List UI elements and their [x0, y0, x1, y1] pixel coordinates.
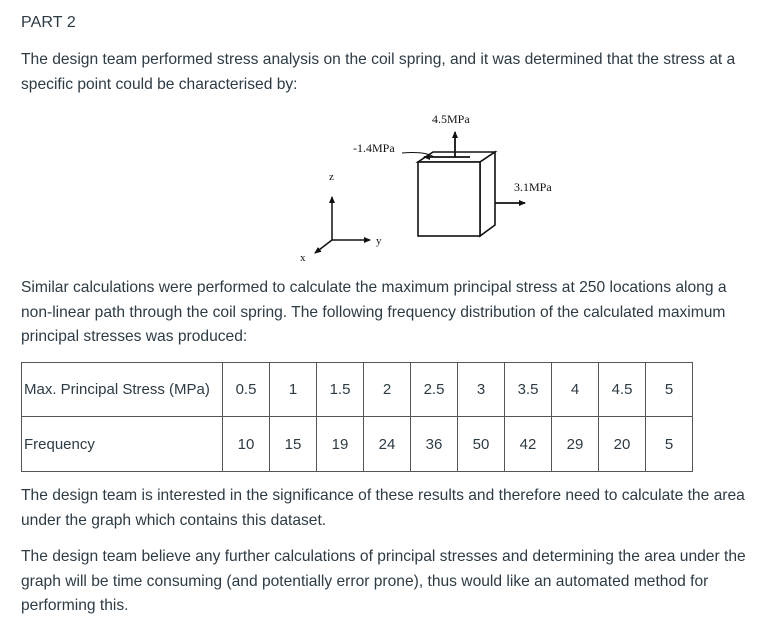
automation-paragraph: The design team believe any further calculations of principal stresses and determining the area under the graph will be time consuming (and potentially error prone), thus would like an automated method for performing this. [21, 548, 746, 614]
y-axis-label: y [376, 235, 382, 247]
table-cell: 1.5 [317, 363, 364, 417]
side-stress-label: 3.1MPa [514, 180, 552, 194]
stress-row-label: Max. Principal Stress (MPa) [22, 363, 223, 417]
table-cell: 50 [458, 417, 505, 472]
part-heading: PART 2 [21, 14, 76, 31]
table-cell: 1 [270, 363, 317, 417]
shear-stress-label: -1.4MPa [353, 141, 395, 155]
table-row-stress [22, 363, 693, 417]
table-cell: 15 [270, 417, 317, 472]
z-axis-label: z [329, 171, 334, 183]
table-cell: 3 [458, 363, 505, 417]
stress-element-diagram [290, 105, 580, 270]
table-cell: 2 [364, 363, 411, 417]
table-cell: 20 [599, 417, 646, 472]
x-axis-label: x [300, 252, 306, 264]
interest-paragraph: The design team is interested in the significance of these results and therefore need to calculate the area under the graph which contains this dataset. [21, 487, 745, 529]
table-cell: 19 [317, 417, 364, 472]
stress-cube [418, 152, 495, 236]
table-cell: 2.5 [411, 363, 458, 417]
table-cell: 5 [646, 417, 693, 472]
top-stress-label: 4.5MPa [432, 112, 470, 126]
table-cell: 42 [505, 417, 552, 472]
table-cell: 10 [223, 417, 270, 472]
similar-calculations-paragraph: Similar calculations were performed to calculate the maximum principal stress at 250 locations along a non-linear path through the coil spring. The following frequency distribution of the calculated maximum principal stresses was produced: [21, 279, 727, 345]
frequency-table [21, 362, 693, 472]
table-cell: 36 [411, 417, 458, 472]
table-cell: 24 [364, 417, 411, 472]
table-cell: 5 [646, 363, 693, 417]
frequency-row-label: Frequency [22, 417, 223, 472]
table-cell: 3.5 [505, 363, 552, 417]
table-row-frequency [22, 417, 693, 472]
table-cell: 29 [552, 417, 599, 472]
intro-paragraph: The design team performed stress analysis on the coil spring, and it was determined that the stress at a specific point could be characterised by: [21, 51, 736, 93]
table-cell: 0.5 [223, 363, 270, 417]
x-axis [315, 240, 332, 253]
table-cell: 4.5 [599, 363, 646, 417]
table-cell: 4 [552, 363, 599, 417]
